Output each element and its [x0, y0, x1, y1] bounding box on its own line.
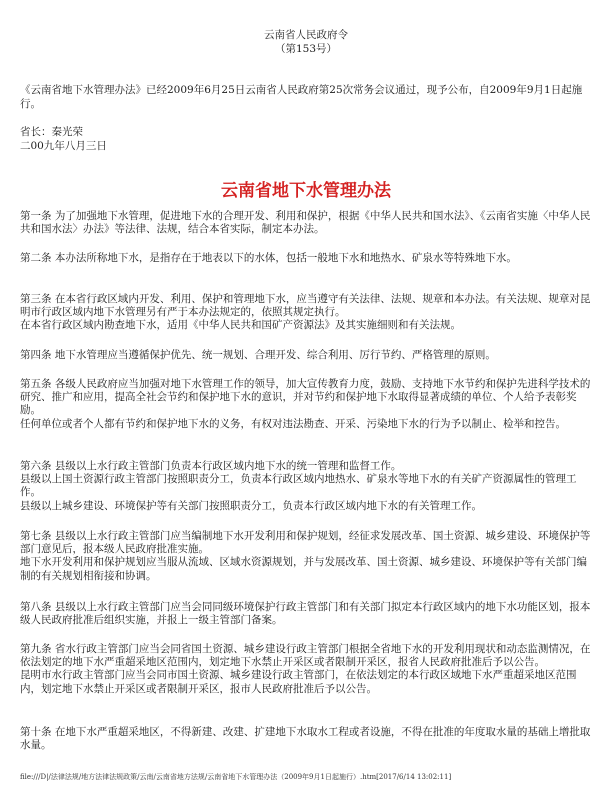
article-3: [20, 293, 592, 333]
decree-number: （第153号）: [274, 43, 338, 55]
file-path-footer: file:///D|/法律法规/地方法律法规政策/云南/云南省地方法规/云南省地下水管理办法（2009年9月1日起施行）.htm[2017/6/14 13:02:11]: [20, 773, 452, 781]
article-paragraph: 第八条 县级以上水行政主管部门应当会同同级环境保护行政主管部门和有关部门拟定本行政区域内的地下水功能区划，报本级人民政府批准后组织实施，并报上一级主管部门备案。: [20, 601, 591, 627]
article-10: [20, 726, 592, 752]
article-paragraph: 第三条 在本省行政区域内开发、利用、保护和管理地下水，应当遵守有关法律、法规、规章和本办法。有关法规、规章对昆明市行政区域内地下水管理另有严于本办法规定的，依照其规定执行。: [20, 293, 591, 319]
article-paragraph: 第七条 县级以上水行政主管部门应当编制地下水开发利用和保护规划，经征求发展改革、国土资源、城乡建设、环境保护等部门意见后，报本级人民政府批准实施。: [20, 530, 591, 556]
article-paragraph: 第十条 在地下水严重超采地区，不得新建、改建、扩建地下水取水工程或者设施，不得在批准的年度取水量的基础上增批取水量。: [20, 726, 591, 752]
article-paragraph: 第一条 为了加强地下水管理，促进地下水的合理开发、利用和保护，根据《中华人民共和国水法》、《云南省实施〈中华人民共和国水法〉办法》等法律、法规，结合本省实际，制定本办法。: [20, 210, 591, 236]
article-paragraph: 昆明市水行政主管部门应当会同市国土资源、城乡建设行政主管部门，在依法划定的本行政区域地下水严重超采地区范围内，划定地下水禁止开采区或者限制开采区，报市人民政府批准后予以公告。: [20, 669, 577, 695]
document-title: 云南省地下水管理办法: [221, 181, 391, 201]
decree-title: 云南省人民政府令: [264, 29, 348, 41]
article-8: [20, 601, 592, 627]
article-paragraph: 第九条 省水行政主管部门应当会同省国土资源、城乡建设行政主管部门根据全省地下水的开发利用现状和动态监测情况，在依法划定的地下水严重超采地区范围内，划定地下水禁止开采区或者限制开采区，报省人民政府批准后予以公告。: [20, 643, 591, 669]
intro-paragraph: 《云南省地下水管理办法》已经2009年6月25日云南省人民政府第25次常务会议通过，现予公布，自2009年9月1日起施行。: [20, 84, 583, 110]
article-paragraph: 任何单位或者个人都有节约和保护地下水的义务，有权对违法勘查、开采、污染地下水的行为予以制止、检举和控告。: [20, 417, 566, 430]
signing-date: 二00九年八月三日: [20, 139, 107, 152]
article-paragraph: 在本省行政区域内勘查地下水，适用《中华人民共和国矿产资源法》及其实施细则和有关法规。: [20, 319, 461, 332]
article-paragraph: 地下水开发利用和保护规划应当服从流域、区域水资源规划，并与发展改革、国土资源、城乡建设、环境保护等有关部门编制的有关规划相衔接和协调。: [20, 556, 587, 582]
article-paragraph: 第五条 各级人民政府应当加强对地下水管理工作的领导，加大宣传教育力度，鼓励、支持地下水节约和保护先进科学技术的研究、推广和应用，提高全社会节约和保护地下水的意识，并对节约和保护地下水取得显著成绩的单位、个人给予表彰奖励。: [20, 378, 591, 417]
article-paragraph: 县级以上城乡建设、环境保护等有关部门按照职责分工，负责本行政区域内地下水的有关管理工作。: [20, 499, 482, 512]
decree-header: [0, 28, 612, 56]
article-5: [20, 378, 592, 431]
article-2: [20, 252, 592, 265]
article-9: [20, 643, 592, 696]
governor-name: 省长：秦光荣: [20, 126, 83, 138]
article-paragraph: 第四条 地下水管理应当遵循保护优先、统一规划、合理开发、综合利用、厉行节约、严格管理的原则。: [20, 349, 496, 361]
article-7: [20, 530, 592, 583]
article-1: [20, 210, 592, 236]
article-6: [20, 460, 592, 513]
article-paragraph: 第六条 县级以上水行政主管部门负责本行政区域内地下水的统一管理和监督工作。: [20, 460, 402, 472]
article-4: [20, 349, 592, 362]
signature-block: [20, 126, 592, 153]
article-paragraph: 县级以上国土资源行政主管部门按照职责分工，负责本行政区域内地热水、矿泉水等地下水的有关矿产资源属性的管理工作。: [20, 473, 577, 499]
article-paragraph: 第二条 本办法所称地下水，是指存在于地表以下的水体，包括一般地下水和地热水、矿泉水等特殊地下水。: [20, 252, 517, 264]
